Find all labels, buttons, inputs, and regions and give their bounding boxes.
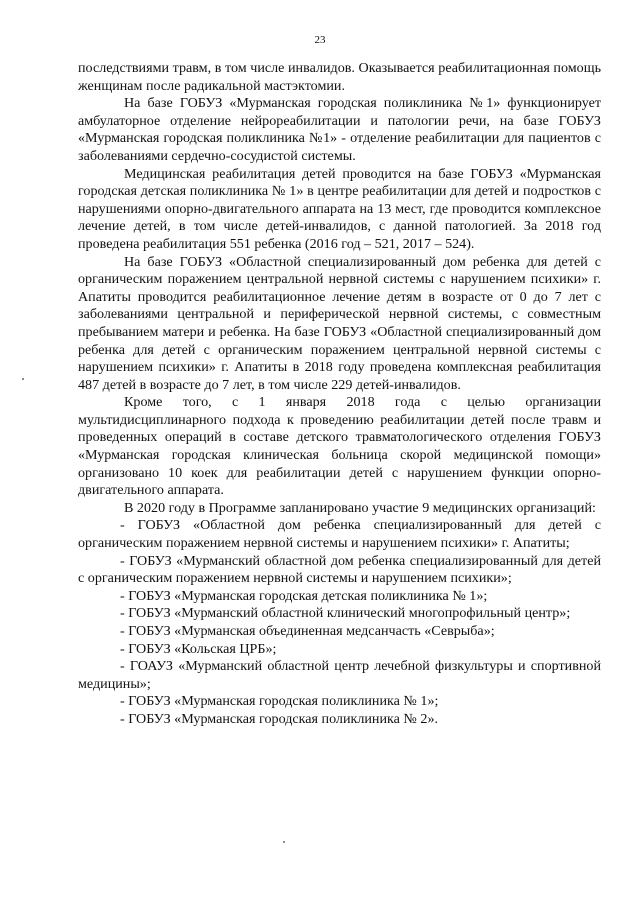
list-item: - ГОАУЗ «Мурманский областной центр лечебной физкультуры и спортивной медицины»; (78, 658, 601, 692)
paragraph-rehab-continued: последствиями травм, в том числе инвалидов. Оказывается реабилитационная помощь женщинам после радикальной мастэктомии. (78, 60, 601, 94)
paragraph-trauma-department: Кроме того, с 1 января 2018 года с целью организации мультидисциплинарного подхода к проведению реабилитации детей после травм и проведенных операций в составе детского травматологического отделения ГОБУЗ «Мурманская городская клиническая больница скорой медицинской помощи» организовано 10 коек для реабилитации детей с нарушением функции опорно-двигательного аппарата. (78, 394, 601, 499)
scan-speck (283, 841, 285, 843)
document-body (78, 60, 601, 729)
list-item: - ГОБУЗ «Мурманская городская поликлиника № 2». (120, 710, 439, 727)
organization-list (78, 517, 601, 728)
list-item: - ГОБУЗ «Мурманский областной дом ребенка специализированный для детей с органическим поражением нервной системы и нарушением психики»; (78, 552, 601, 587)
paragraph-program-2020: В 2020 году в Программе запланировано участие 9 медицинских организаций: (124, 499, 596, 516)
scan-speck (22, 378, 24, 380)
page-number: 23 (314, 34, 326, 46)
list-item: - ГОБУЗ «Мурманская городская поликлиника № 1»; (120, 693, 439, 710)
list-item: - ГОБУЗ «Мурманский областной клинический многопрофильный центр»; (120, 605, 571, 622)
paragraph-polyclinic-1: На базе ГОБУЗ «Мурманская городская поликлиника №1» функционирует амбулаторное отделение нейрореабилитации и патологии речи, на базе ГОБУЗ «Мурманская городская поликлиника №1» - отделение реабилитации для пациентов с заболеваниями сердечно-сосудистой системы. (78, 95, 601, 164)
paragraph-apatity-home: На базе ГОБУЗ «Областной специализированный дом ребенка для детей с органическим поражением центральной нервной системы с нарушением психики» г. Апатиты проводится реабилитационное лечение детям в возрасте от 0 до 7 лет с заболеваниями центральной и периферической нервной системы, с совместным пребыванием матери и ребенка. На базе ГОБУЗ «Областной специализированный дом ребенка для детей с органическим поражением центральной нервной системы с нарушением психики» г. Апатиты в 2018 году проведена комплексная реабилитация 487 детей в возрасте до 7 лет, в том числе 229 детей-инвалидов. (78, 253, 601, 393)
paragraph-children-rehab: Медицинская реабилитация детей проводится на базе ГОБУЗ «Мурманская городская детская поликлиника № 1» в центре реабилитации для детей и подростков с нарушениями опорно-двигательного аппарата на 13 мест, где проводится комплексное лечение детей, в том числе детей-инвалидов, с данной патологией. За 2018 год проведена реабилитация 551 ребенка (2016 год – 521, 2017 – 524). (78, 165, 601, 252)
list-item: - ГОБУЗ «Мурманская объединенная медсанчасть «Севрыба»; (120, 623, 495, 639)
list-item: - ГОБУЗ «Мурманская городская детская поликлиника № 1»; (120, 587, 488, 604)
list-item: - ГОБУЗ «Кольская ЦРБ»; (120, 640, 277, 657)
list-item: - ГОБУЗ «Областной дом ребенка специализированный для детей с органическим поражением нервной системы и нарушением психики» г. Апатиты; (78, 517, 601, 552)
